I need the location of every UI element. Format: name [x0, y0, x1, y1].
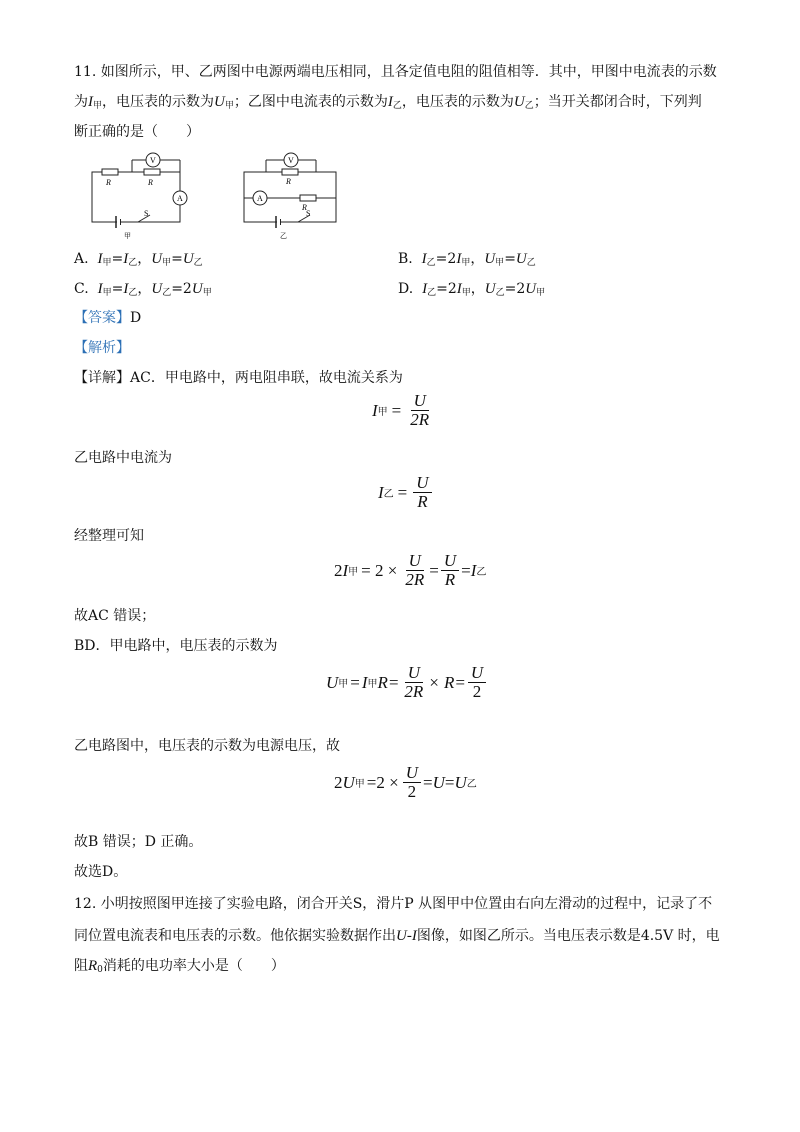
svg-text:A: A: [177, 194, 183, 203]
text-bd: BD．甲电路中，电压表的示数为: [74, 638, 278, 654]
option-c[interactable]: C. $I_甲=I_乙$，$U_乙=2U_甲$: [74, 281, 212, 298]
option-b[interactable]: B. $I_乙=2I_甲$，$U_甲=U_乙$: [398, 251, 536, 268]
text-choose: 故选D。: [74, 864, 128, 880]
svg-text:甲: 甲: [124, 232, 131, 240]
q12-line-2: 同位置电流表和电压表的示数。他依据实验数据作出U-I图像，如图乙所示。当电压表示数是4.5V 时，电: [74, 928, 720, 944]
equation-3: 2 I 甲 = 2 × $\frac{U}{2R}$ = $\frac{U}{R}$ = I 乙: [334, 551, 487, 589]
equation-5: 2 U 甲 =2 × $\frac{U}{2}$ = U = U 乙: [334, 763, 477, 801]
option-d[interactable]: D. $I_乙=2I_甲$，$U_乙=2U_甲$: [398, 281, 546, 298]
q11-line-2: 为$I_甲$，电压表的示数为$U_甲$；乙图中电流表的示数为$I_乙$，电压表的示数为$U_乙$；当开关都闭合时，下列判: [74, 94, 702, 111]
text-derive: 经整理可知: [74, 528, 144, 544]
q11-line-3: 断正确的是（ ）: [74, 124, 200, 140]
svg-text:V: V: [150, 156, 156, 165]
svg-text:S: S: [144, 209, 149, 218]
q12-line-1: 12. 小明按照图甲连接了实验电路，闭合开关S，滑片P 从图甲中位置由右向左滑动的过程中，记录了不: [74, 896, 713, 912]
text-b-wrong: 故B 错误；D 正确。: [74, 834, 203, 850]
equation-4: U 甲 = I 甲 R= $\frac{U}{2R}$ × R= $\frac{U}{2}$: [326, 664, 488, 701]
resistor-r1: [282, 169, 298, 175]
svg-text:R: R: [106, 178, 111, 187]
svg-text:R: R: [302, 203, 307, 212]
svg-text:R: R: [286, 177, 291, 186]
q12-line-3: 阻$R_0$消耗的电功率大小是（ ）: [74, 958, 285, 975]
svg-text:A: A: [257, 194, 263, 203]
svg-text:S: S: [306, 209, 311, 218]
circuit-diagram-jia: [88, 150, 198, 240]
text-ac-wrong: 故AC 错误；: [74, 608, 156, 624]
resistor-r2: [300, 195, 316, 201]
resistor-r1: [102, 169, 118, 175]
text-yi-current: 乙电路中电流为: [74, 450, 172, 466]
analysis-label: 【解析】: [74, 340, 130, 356]
circuit-diagram-yi: [236, 150, 346, 240]
option-a[interactable]: A. $I_甲=I_乙$，$U_甲=U_乙$: [74, 251, 203, 268]
detail-line: 【详解】AC．甲电路中，两电阻串联，故电流关系为: [74, 370, 403, 386]
svg-text:V: V: [288, 156, 294, 165]
svg-text:乙: 乙: [280, 232, 287, 240]
equation-1: I 甲 = $\frac{U}{2R}$: [372, 391, 430, 429]
equation-2: I 乙 = $\frac{U}{R}$: [378, 474, 434, 511]
answer-line: 【答案】D: [74, 310, 142, 326]
q11-line-1: 11. 如图所示，甲、乙两图中电源两端电压相同，且各定值电阻的阻值相等．其中，甲图中电流表的示数: [74, 64, 717, 80]
text-yi-voltage: 乙电路图中，电压表的示数为电源电压，故: [74, 738, 340, 754]
resistor-r2: [144, 169, 160, 175]
svg-text:R: R: [148, 178, 153, 187]
